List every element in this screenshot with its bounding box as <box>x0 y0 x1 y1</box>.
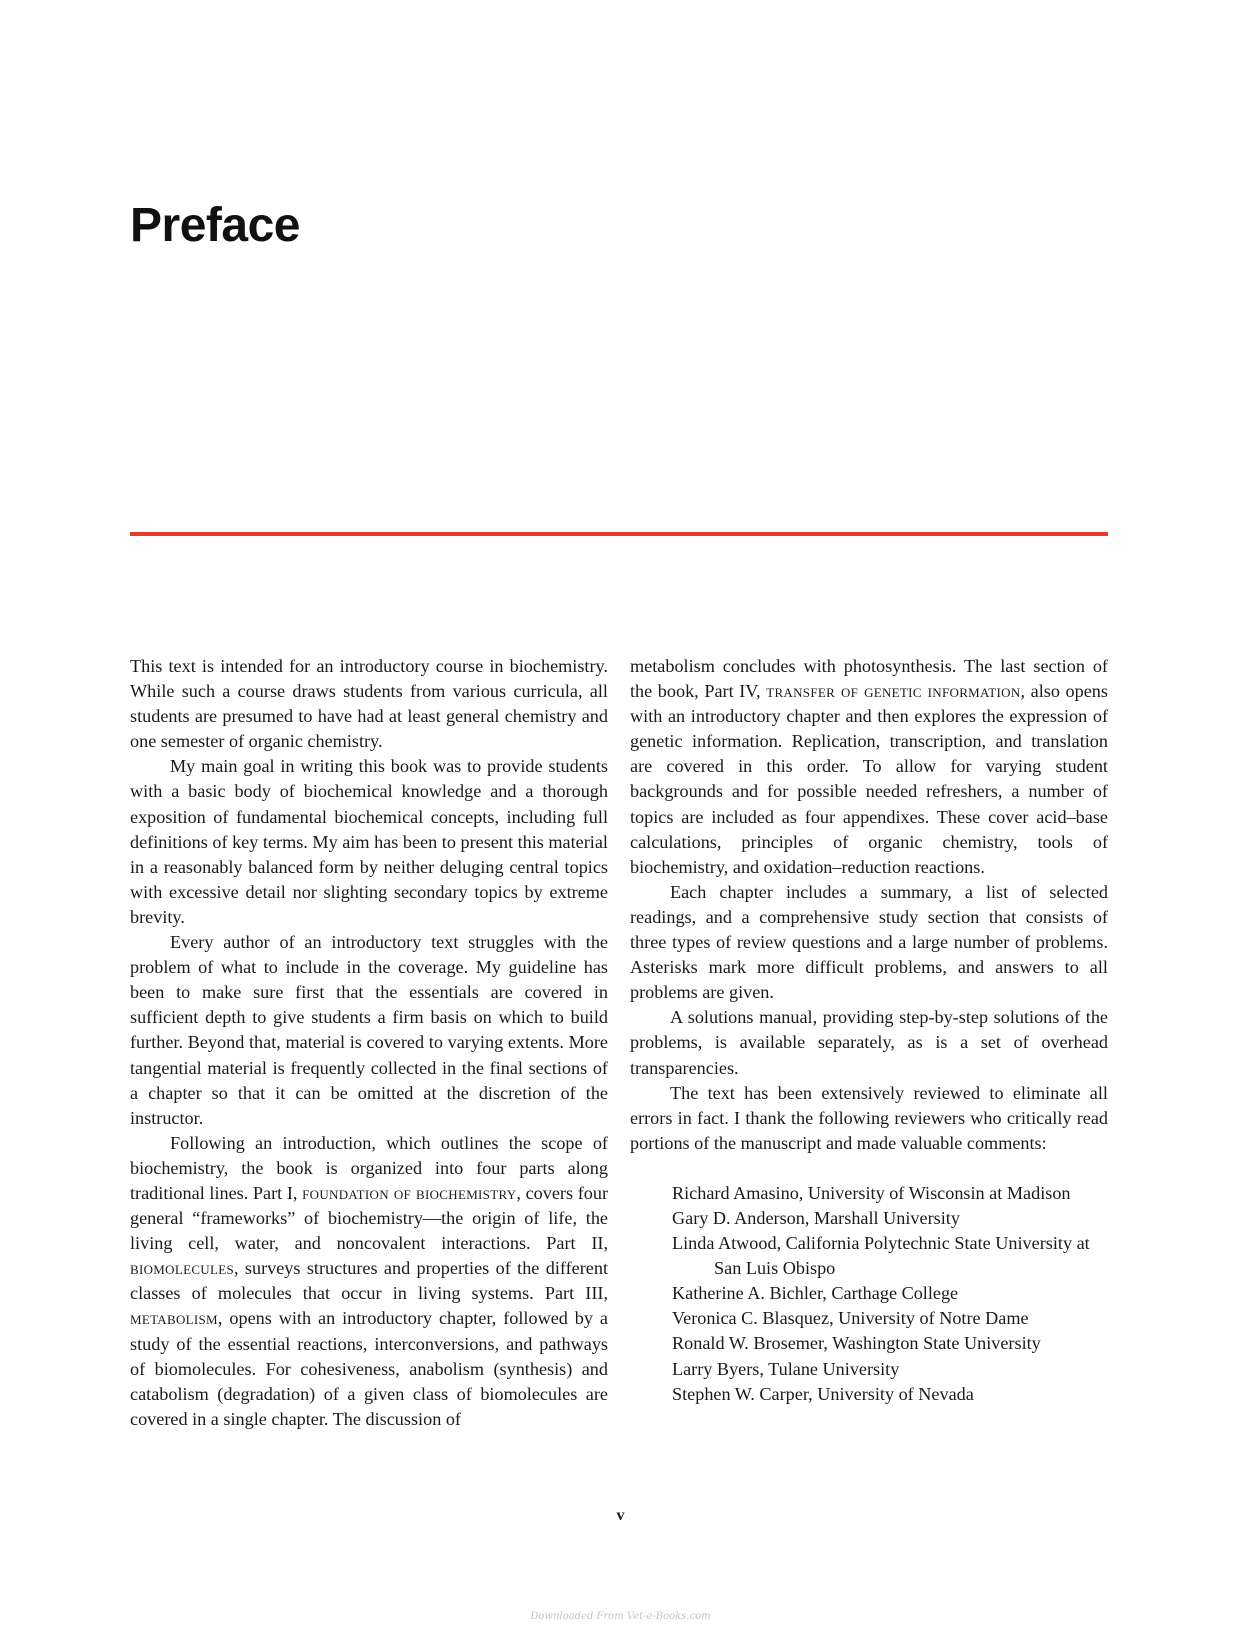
part-title-biomolecules: biomolecules <box>130 1258 234 1279</box>
reviewer-item: Linda Atwood, California Polytechnic State University at San Luis Obispo <box>672 1233 1090 1279</box>
paragraph-goal: My main goal in writing this book was to provide students with a basic body of biochemical knowledge and a thorough exposition of fundamental biochemical concepts, including full definitions of key terms. My aim has been to present this material in a reasonably balanced form by neither deluging central topics with excessive detail nor slighting secondary topics by extreme brevity. <box>130 756 608 927</box>
text-run: Following an introduction, which outlines the scope of biochemistry, the book is organized into four parts along traditional lines. Part I, <box>130 1132 608 1203</box>
paragraph-coverage: Every author of an introductory text struggles with the problem of what to include in the coverage. My guideline has been to make sure first that the essentials are covered in sufficient depth to give students a firm basis on which to build further. Beyond that, material is covered to varying extents. More tangential material is frequently collected in the final sections of a chapter so that it can be omitted at the discretion of the instructor. <box>130 932 608 1128</box>
page-title: Preface <box>130 199 300 252</box>
part-title-metabolism: metabolism <box>130 1308 218 1329</box>
reviewer-item: Richard Amasino, University of Wisconsin at Madison <box>672 1182 1071 1203</box>
paragraph-chapter-contents: Each chapter includes a summary, a list of selected readings, and a comprehensive study section that consists of three types of review questions and a large number of problems. Asterisks mark more difficult problems, and answers to all problems are given. <box>630 881 1108 1003</box>
title-rule <box>130 532 1108 536</box>
reviewer-item: Stephen W. Carper, University of Nevada <box>672 1383 974 1404</box>
text-run: , opens with an introductory chapter, followed by a study of the essential reactions, interconversions, and pathways of biomolecules. For cohesiveness, anabolism (synthesis) and catabolism (degradation) of a given class of biomolecules are covered in a single chapter. The discussion of <box>130 1308 608 1429</box>
page-number: v <box>616 1507 625 1524</box>
text-run: , covers four general “frameworks” of biochemistry—the origin of life, the living cell, water, and noncovalent interactions. Part II, <box>130 1182 609 1254</box>
reviewer-item: Ronald W. Brosemer, Washington State University <box>672 1333 1041 1354</box>
watermark: Downloaded From Vet-e-Books.com <box>530 1611 711 1622</box>
reviewer-item: Larry Byers, Tulane University <box>672 1358 900 1379</box>
text-run: metabolism concludes with photosynthesis. The last section of the book, Part IV, <box>630 656 1108 702</box>
reviewer-item: Gary D. Anderson, Marshall University <box>672 1207 960 1228</box>
reviewer-list <box>630 1181 1108 1407</box>
text-run: , surveys structures and properties of the different classes of molecules that occur in living systems. Part III, <box>130 1258 608 1304</box>
paragraph-solutions-manual: A solutions manual, providing step-by-step solutions of the problems, is available separately, as is a set of overhead transparencies. <box>630 1007 1108 1078</box>
reviewer-item: Veronica C. Blasquez, University of Notre Dame <box>672 1308 1029 1329</box>
part-title-genetic-information: transfer of genetic information <box>766 681 1021 702</box>
text-run: , also opens with an introductory chapter and then explores the expression of genetic information. Replication, transcription, and translation are covered in this order. To allow for varying student backgrounds and for possible needed refreshers, a number of topics are included as four appendixes. These cover acid–base calculations, principles of organic chemistry, tools of biochemistry, and oxidation–reduction reactions. <box>630 681 1108 877</box>
reviewer-item: Katherine A. Bichler, Carthage College <box>672 1283 959 1304</box>
left-column <box>130 654 608 1432</box>
paragraph-organization <box>130 1131 608 1432</box>
paragraph-reviewers-intro: The text has been extensively reviewed to eliminate all errors in fact. I thank the following reviewers who critically read portions of the manuscript and made valuable comments: <box>630 1082 1108 1153</box>
part-title-foundation: foundation of biochemistry <box>302 1182 517 1203</box>
right-column <box>630 654 1108 1407</box>
paragraph-course: This text is intended for an introductory course in biochemistry. While such a course draws students from various curricula, all students are presumed to have had at least general chemistry and one semester of organic chemistry. <box>130 656 608 752</box>
paragraph-parts-continued <box>630 654 1108 880</box>
